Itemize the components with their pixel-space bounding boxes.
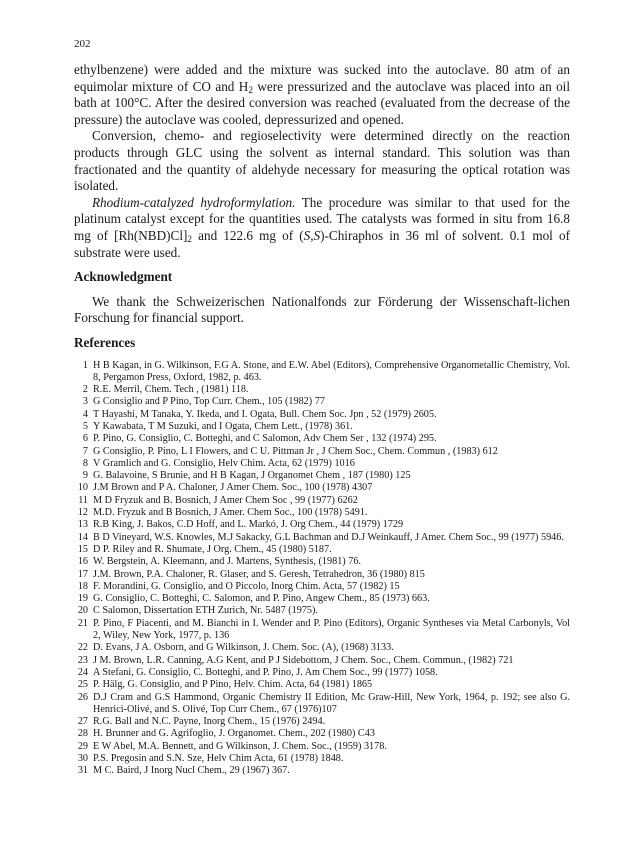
reference-item: [74, 495, 570, 507]
reference-item: [74, 360, 570, 385]
reference-item: [74, 618, 570, 643]
reference-number: 21: [77, 617, 88, 629]
reference-number: 23: [77, 654, 88, 666]
paragraph-text: were pressurized and the autoclave was placed into an oil bath at 100°C. After the desired conversion was reached (evaluated from the decrease of the pressure) the autoclave was cooled, depressurized and opened.: [74, 78, 570, 127]
reference-number: 22: [77, 642, 88, 654]
reference-text: G Consiglio and P Pino, Top Curr. Chem., 105 (1982) 77: [93, 396, 325, 408]
reference-text: F. Morandini, G. Consiglio, and O Piccolo, Inorg Chim. Acta, 57 (1982) 15: [93, 580, 400, 592]
acknowledgment-text: We thank the Schweizerischen Nationalfonds zur Förderung der Wissenschaft-lichen Forschung for financial support.: [74, 293, 570, 326]
reference-number: 6: [82, 433, 88, 445]
references-heading: References: [74, 334, 136, 350]
reference-text: M C. Baird, J Inorg Nucl Chem., 29 (1967) 367.: [93, 765, 290, 777]
reference-text: P. Hälg, G. Consiglio, and P Pino, Helv. Chim. Acta, 64 (1981) 1865: [93, 679, 373, 691]
reference-number: 11: [78, 494, 88, 506]
reference-number: 28: [77, 728, 88, 740]
reference-item: [74, 593, 570, 605]
reference-item: [74, 384, 570, 396]
paragraph-conversion: Conversion, chemo- and regioselectivity were determined directly on the reaction products through GLC using the solvent as internal standard. This solution was than fractionated and the quantity of aldehyde necessary for measuring the optical rotation was isolated.: [74, 128, 570, 194]
reference-text: T Hayashi, M Tanaka, Y. Ikeda, and I. Ogata, Bull. Chem Soc. Jpn , 52 (1979) 2605.: [93, 408, 437, 420]
reference-text: G Consiglio, P. Pino, L I Flowers, and C U. Pittman Jr , J Chem Soc., Chem. Commun , (1983) 612: [93, 445, 498, 457]
paragraph-text: and 122.6 mg of (: [192, 227, 304, 243]
reference-text: G. Balavoine, S Brunie, and H B Kagan, J Organomet Chem , 187 (1980) 125: [93, 470, 411, 482]
reference-item: [74, 667, 570, 679]
reference-text: J.M. Brown, P.A. Chaloner, R. Glaser, and S. Geresh, Tetrahedron, 36 (1980) 815: [93, 568, 425, 580]
reference-item: [74, 765, 570, 777]
reference-item: [74, 421, 570, 433]
reference-text: D. Evans, J A. Osborn, and G Wilkinson, J. Chem. Soc. (A), (1968) 3133.: [93, 642, 394, 654]
paragraph-autoclave-procedure: [74, 62, 570, 128]
reference-item: [74, 716, 570, 728]
reference-item: [74, 532, 570, 544]
reference-text: M D Fryzuk and B. Bosnich, J Amer Chem Soc , 99 (1977) 6262: [93, 494, 358, 506]
reference-text: H B Kagan, in G. Wilkinson, F.G A. Stone, and E.W. Abel (Editors), Comprehensive Organometallic Chemistry, Vol. 8, Pergamon Press, Oxford, 1982, p. 463.: [93, 359, 570, 383]
reference-text: R.E. Merril, Chem. Tech , (1981) 118.: [93, 384, 249, 396]
reference-text: B D Vineyard, W.S. Knowles, M.J Sakacky, G.L Bachman and D.J Weinkauff, J Amer. Chem Soc., 99 (1977) 5946.: [93, 531, 564, 543]
reference-text: G. Consiglio, C. Botteghi, C. Salomon, and P. Pino, Angew Chem., 85 (1973) 663.: [93, 593, 430, 605]
reference-item: [74, 396, 570, 408]
reference-item: [74, 446, 570, 458]
body-text: [74, 62, 570, 778]
reference-text: H. Brunner and G. Agrifoglio, J. Organomet. Chem., 202 (1980) C43: [93, 728, 375, 740]
paragraph-text: The procedure was similar to that used for the platinum catalyst except for the quantities used. The catalysts was formed in situ from 16.8 mg of [Rh(NBD)Cl]: [74, 194, 570, 243]
reference-item: [74, 753, 570, 765]
reference-text: P. Pino, F Piacenti, and M. Bianchi in I. Wender and P. Pino (Editors), Organic Syntheses via Metal Carbonyls, Vol 2, Wiley, New York, 1977, p. 136: [93, 617, 570, 642]
reference-item: [74, 679, 570, 691]
reference-text: J.M Brown and P A. Chaloner, J Amer Chem. Soc., 100 (1978) 4307: [93, 482, 373, 494]
reference-number: 5: [82, 420, 88, 432]
reference-text: R.G. Ball and N.C. Payne, Inorg Chem., 15 (1976) 2494.: [93, 716, 326, 728]
reference-number: 10: [77, 482, 88, 494]
reference-item: [74, 519, 570, 531]
reference-number: 17: [77, 568, 88, 580]
reference-number: 16: [77, 556, 88, 568]
reference-text: D P. Riley and R. Shumate, J Org. Chem., 45 (1980) 5187.: [93, 543, 332, 555]
reference-text: D.J Cram and G.S Hammond, Organic Chemistry II Edition, Mc Graw-Hill, New York, 1964, p. 192; see also G. Henrici-Olivé, and S. Olivé, Top Curr Chem., 67 (1976)107: [93, 691, 570, 715]
reference-text: A Stefani, G. Consiglio, C. Botteghi, and P. Pino, J. Am Chem Soc., 99 (1977) 1058.: [93, 666, 438, 678]
reference-number: 27: [77, 716, 88, 728]
reference-number: 1: [82, 359, 88, 371]
reference-text: W. Bergstein, A. Kleemann, and J. Martens, Synthesis, (1981) 76.: [93, 556, 361, 568]
reference-number: 20: [77, 605, 88, 617]
reference-text: R.B King, J. Bakos, C.D Hoff, and L. Markó, J. Org Chem., 44 (1979) 1729: [93, 519, 404, 531]
reference-number: 7: [82, 445, 88, 457]
page-number: 202: [74, 38, 91, 50]
reference-item: [74, 581, 570, 593]
acknowledgment-heading: Acknowledgment: [74, 269, 173, 285]
reference-item: [74, 569, 570, 581]
reference-item: [74, 544, 570, 556]
reference-number: 30: [77, 753, 88, 764]
paragraph-text: )-Chiraphos in 36 ml of solvent. 0.1 mol of substrate were used.: [74, 227, 570, 260]
reference-number: 31: [77, 765, 88, 777]
reference-item: [74, 692, 570, 717]
reference-item: [74, 409, 570, 421]
reference-item: [74, 556, 570, 568]
reference-text: M.D. Fryzuk and B Bosnich, J Amer. Chem Soc., 100 (1978) 5491.: [93, 507, 368, 519]
reference-text: E W Abel, M.A. Bennett, and G Wilkinson, J. Chem. Soc., (1959) 3178.: [93, 740, 387, 752]
reference-number: 12: [77, 507, 88, 519]
reference-text: P.S. Pregosin and S.N. Sze, Helv Chim Acta, 61 (1978) 1848.: [93, 753, 344, 764]
reference-item: [74, 470, 570, 482]
reference-item: [74, 507, 570, 519]
reference-number: 3: [82, 396, 88, 408]
reference-number: 9: [82, 470, 88, 482]
reference-number: 13: [77, 519, 88, 531]
reference-number: 4: [82, 408, 88, 420]
paragraph-text: ethylbenzene) were added and the mixture was sucked into the autoclave. 80 atm of an equimolar mixture of CO and H: [74, 62, 570, 94]
subscript: 2: [248, 84, 253, 95]
reference-number: 8: [82, 457, 88, 469]
reference-item: [74, 728, 570, 740]
reference-number: 26: [77, 691, 88, 703]
reference-number: 29: [77, 740, 88, 752]
reference-number: 18: [77, 580, 88, 592]
paragraph-italic-text: S,S: [303, 227, 321, 243]
reference-item: [74, 642, 570, 654]
reference-item: [74, 655, 570, 667]
subscript: 2: [187, 233, 192, 244]
reference-text: J M. Brown, L.R. Canning, A.G Kent, and P J Sidebottom, J Chem. Soc., Chem. Commun., (1982) 721: [93, 654, 514, 666]
reference-item: [74, 482, 570, 494]
reference-number: 24: [77, 666, 88, 678]
reference-number: 2: [82, 384, 88, 396]
paragraph-rhodium-hydroformylation: [74, 195, 570, 261]
reference-number: 19: [77, 593, 88, 605]
reference-text: P. Pino, G. Consiglio, C. Botteghi, and C Salomon, Adv Chem Ser , 132 (1974) 295.: [93, 433, 437, 445]
reference-text: V Gramlich and G. Consiglio, Helv Chim. Acta, 62 (1979) 1016: [93, 457, 355, 469]
reference-number: 15: [77, 543, 88, 555]
reference-text: Y Kawabata, T M Suzuki, and I Ogata, Chem Lett., (1978) 361.: [93, 420, 353, 432]
reference-item: [74, 458, 570, 470]
reference-text: C Salomon, Dissertation ETH Zurich, Nr. 5487 (1975).: [93, 605, 318, 617]
paragraph-run-in-heading: Rhodium-catalyzed hydroformylation.: [92, 194, 296, 210]
reference-item: [74, 433, 570, 445]
reference-number: 25: [77, 679, 88, 691]
reference-list: [74, 360, 570, 778]
reference-item: [74, 741, 570, 753]
reference-item: [74, 605, 570, 617]
reference-number: 14: [77, 531, 88, 543]
